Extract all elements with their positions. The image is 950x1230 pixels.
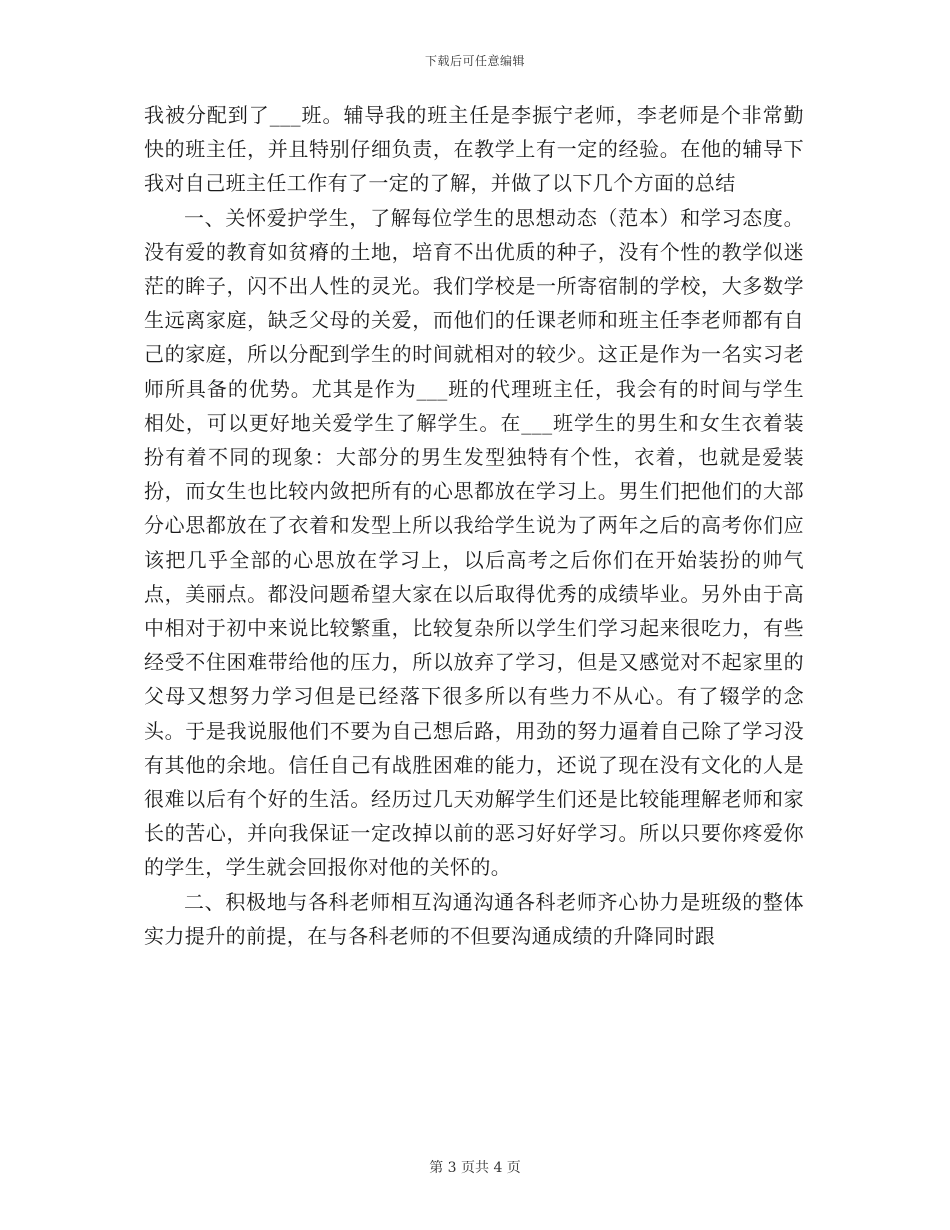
section-one-paragraph: 一、关怀爱护学生，了解每位学生的思想动态（范本）和学习态度。没有爱的教育如贫瘠的土地，培育不出优质的种子，没有个性的教学似迷茫的眸子，闪不出人性的灵光。我们学校是一所寄宿制的学校，大多数学生远离家庭，缺乏父母的关爱，而他们的任课老师和班主任李老师都有自己的家庭，所以分配到学生的时间就相对的较少。这正是作为一名实习老师所具备的优势。尤其是作为___班的代理班主任，我会有的时间与学生相处，可以更好地关爱学生了解学生。在___班学生的男生和女生衣着装扮有着不同的现象：大部分的男生发型独特有个性，衣着，也就是爱装扮，而女生也比较内敛把所有的心思都放在学习上。男生们把他们的大部分心思都放在了衣着和发型上所以我给学生说为了两年之后的高考你们应该把几乎全部的心思放在学习上，以后高考之后你们在开始装扮的帅气点，美丽点。都没问题希望大家在以后取得优秀的成绩毕业。另外由于高中相对于初中来说比较繁重，比较复杂所以学生们学习起来很吃力，有些经受不住困难带给他的压力，所以放弃了学习，但是又感觉对不起家里的父母又想努力学习但是已经落下很多所以有些力不从心。有了辍学的念头。于是我说服他们不要为自己想后路，用劲的努力逼着自己除了学习没有其他的余地。信任自己有战胜困难的能力，还说了现在没有文化的人是很难以后有个好的生活。经历过几天劝解学生们还是比较能理解老师和家长的苦心，并向我保证一定改掉以前的恶习好好学习。所以只要你疼爱你的学生，学生就会回报你对他的关怀的。 [144, 205, 804, 880]
document-body [144, 98, 804, 953]
page-header: 下载后可任意编辑 [424, 54, 525, 68]
page-number-footer: 第 3 页共 4 页 [429, 1160, 521, 1176]
intro-paragraph: 我被分配到了___班。辅导我的班主任是李振宁老师，李老师是个非常勤快的班主任，并且特别仔细负责，在教学上有一定的经验。在他的辅导下我对自己班主任工作有了一定的了解，并做了以下几个方面的总结 [144, 103, 804, 196]
section-two-paragraph: 二、积极地与各科老师相互沟通沟通各科老师齐心协力是班级的整体实力提升的前提，在与各科老师的不但要沟通成绩的升降同时跟 [144, 889, 804, 948]
